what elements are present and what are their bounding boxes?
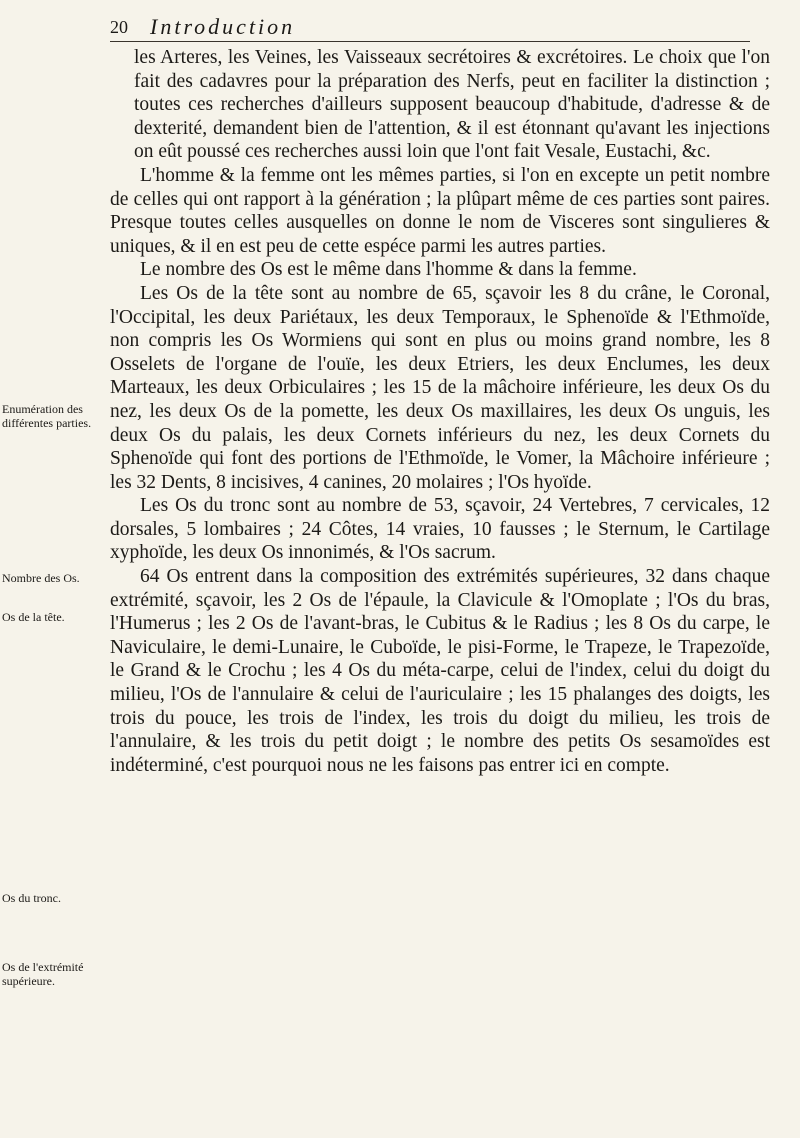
running-title: Introduction [150, 14, 296, 39]
body-text [110, 46, 770, 777]
paragraph-os-du-tronc: Les Os du tronc sont au nombre de 53, sçavoir, 24 Vertebres, 7 cervicales, 12 dorsales, 5 lombaires ; 24 Côtes, 14 vraies, 10 fausses ; le Sternum, le Cartilage xyphoïde, les deux Os innonimés, & l'Os sacrum. [110, 495, 770, 564]
paragraph-extremites-superieures: 64 Os entrent dans la composition des extrémités supérieures, 32 dans chaque extrémité, sçavoir, les 2 Os de l'épaule, la Clavicule & l'Omoplate ; l'Os du bras, l'Humerus ; les 2 Os de l'avant-bras, le Cubitus & le Radius ; les 8 Os du carpe, le Naviculaire, le demi-Lunaire, le Cuboïde, le pisi-Forme, le Trapeze, le Trapezoïde, le Grand & le Crochu ; les 4 Os du méta-carpe, celui de l'index, celui du doigt du milieu, l'Os de l'annulaire & celui de l'auriculaire ; les 15 phalanges des doigts, les trois du pouce, les trois de l'index, les trois du doigt du milieu, les trois de l'annulaire, & les trois du petit doigt ; le nombre des petits Os sesamoïdes est indéterminé, c'est pourquoi nous ne les faisons pas entrer ici en compte. [110, 566, 770, 776]
marginal-note-enumeration: Enumération des différentes parties. [2, 402, 92, 430]
paragraph-nombre-des-os: Le nombre des Os est le même dans l'homme & dans la femme. [140, 259, 637, 281]
paragraph-nerfs: les Arteres, les Veines, les Vaisseaux secrétoires & excrétoires. Le choix que l'on fait des cadavres pour la préparation des Nerfs, peut en faciliter la distinction ; toutes ces recherches d'ailleurs supposent beaucoup d'habitude, d'adresse & de dexterité, demandent bien de l'attention, & il est étonnant qu'avant les injections on eût poussé ces recherches aussi loin que l'ont fait Vesale, Eustachi, &c. [134, 47, 770, 163]
marginal-note-nombre-des-os: Nombre des Os. [2, 571, 80, 585]
header-rule [110, 41, 750, 42]
marginal-note-os-extremite-superieure: Os de l'extrémité supérieure. [2, 960, 84, 988]
paragraph-os-de-la-tete: Les Os de la tête sont au nombre de 65, sçavoir les 8 du crâne, le Coronal, l'Occipital, les deux Pariétaux, les deux Temporaux, le Sphenoïde & l'Ethmoïde, non compris les Os Wormiens qui sont en plus ou moins grand nombre, les 8 Osselets de l'organe de l'ouïe, les deux Etriers, les deux Enclumes, les deux Marteaux, les deux Orbiculaires ; les 15 de la mâchoire inférieure, les deux Os du nez, les deux Os de la pomette, les deux Os maxillaires, les deux Os unguis, les deux Os du palais, les deux Cornets inférieurs du nez, les deux Cornets du Sphenoïde qui font des portions de l'Ethmoïde, le Vomer, la Mâchoire inférieure ; les 32 Dents, 8 incisives, 4 canines, 20 molaires ; l'Os hyoïde. [110, 282, 770, 493]
marginal-note-os-du-tronc: Os du tronc. [2, 891, 61, 905]
paragraph-enumeration: L'homme & la femme ont les mêmes parties, si l'on en excepte un petit nombre de celles qui ont rapport à la génération ; la plûpart même de ces parties sont paires. Presque toutes celles ausquelles on donne le nom de Visceres sont singulieres & uniques, & il en est peu de cette espéce parmi les autres parties. [110, 164, 770, 257]
page-number: 20 [110, 17, 128, 37]
running-head [110, 14, 750, 40]
marginal-note-os-de-la-tete: Os de la tête. [2, 610, 65, 624]
